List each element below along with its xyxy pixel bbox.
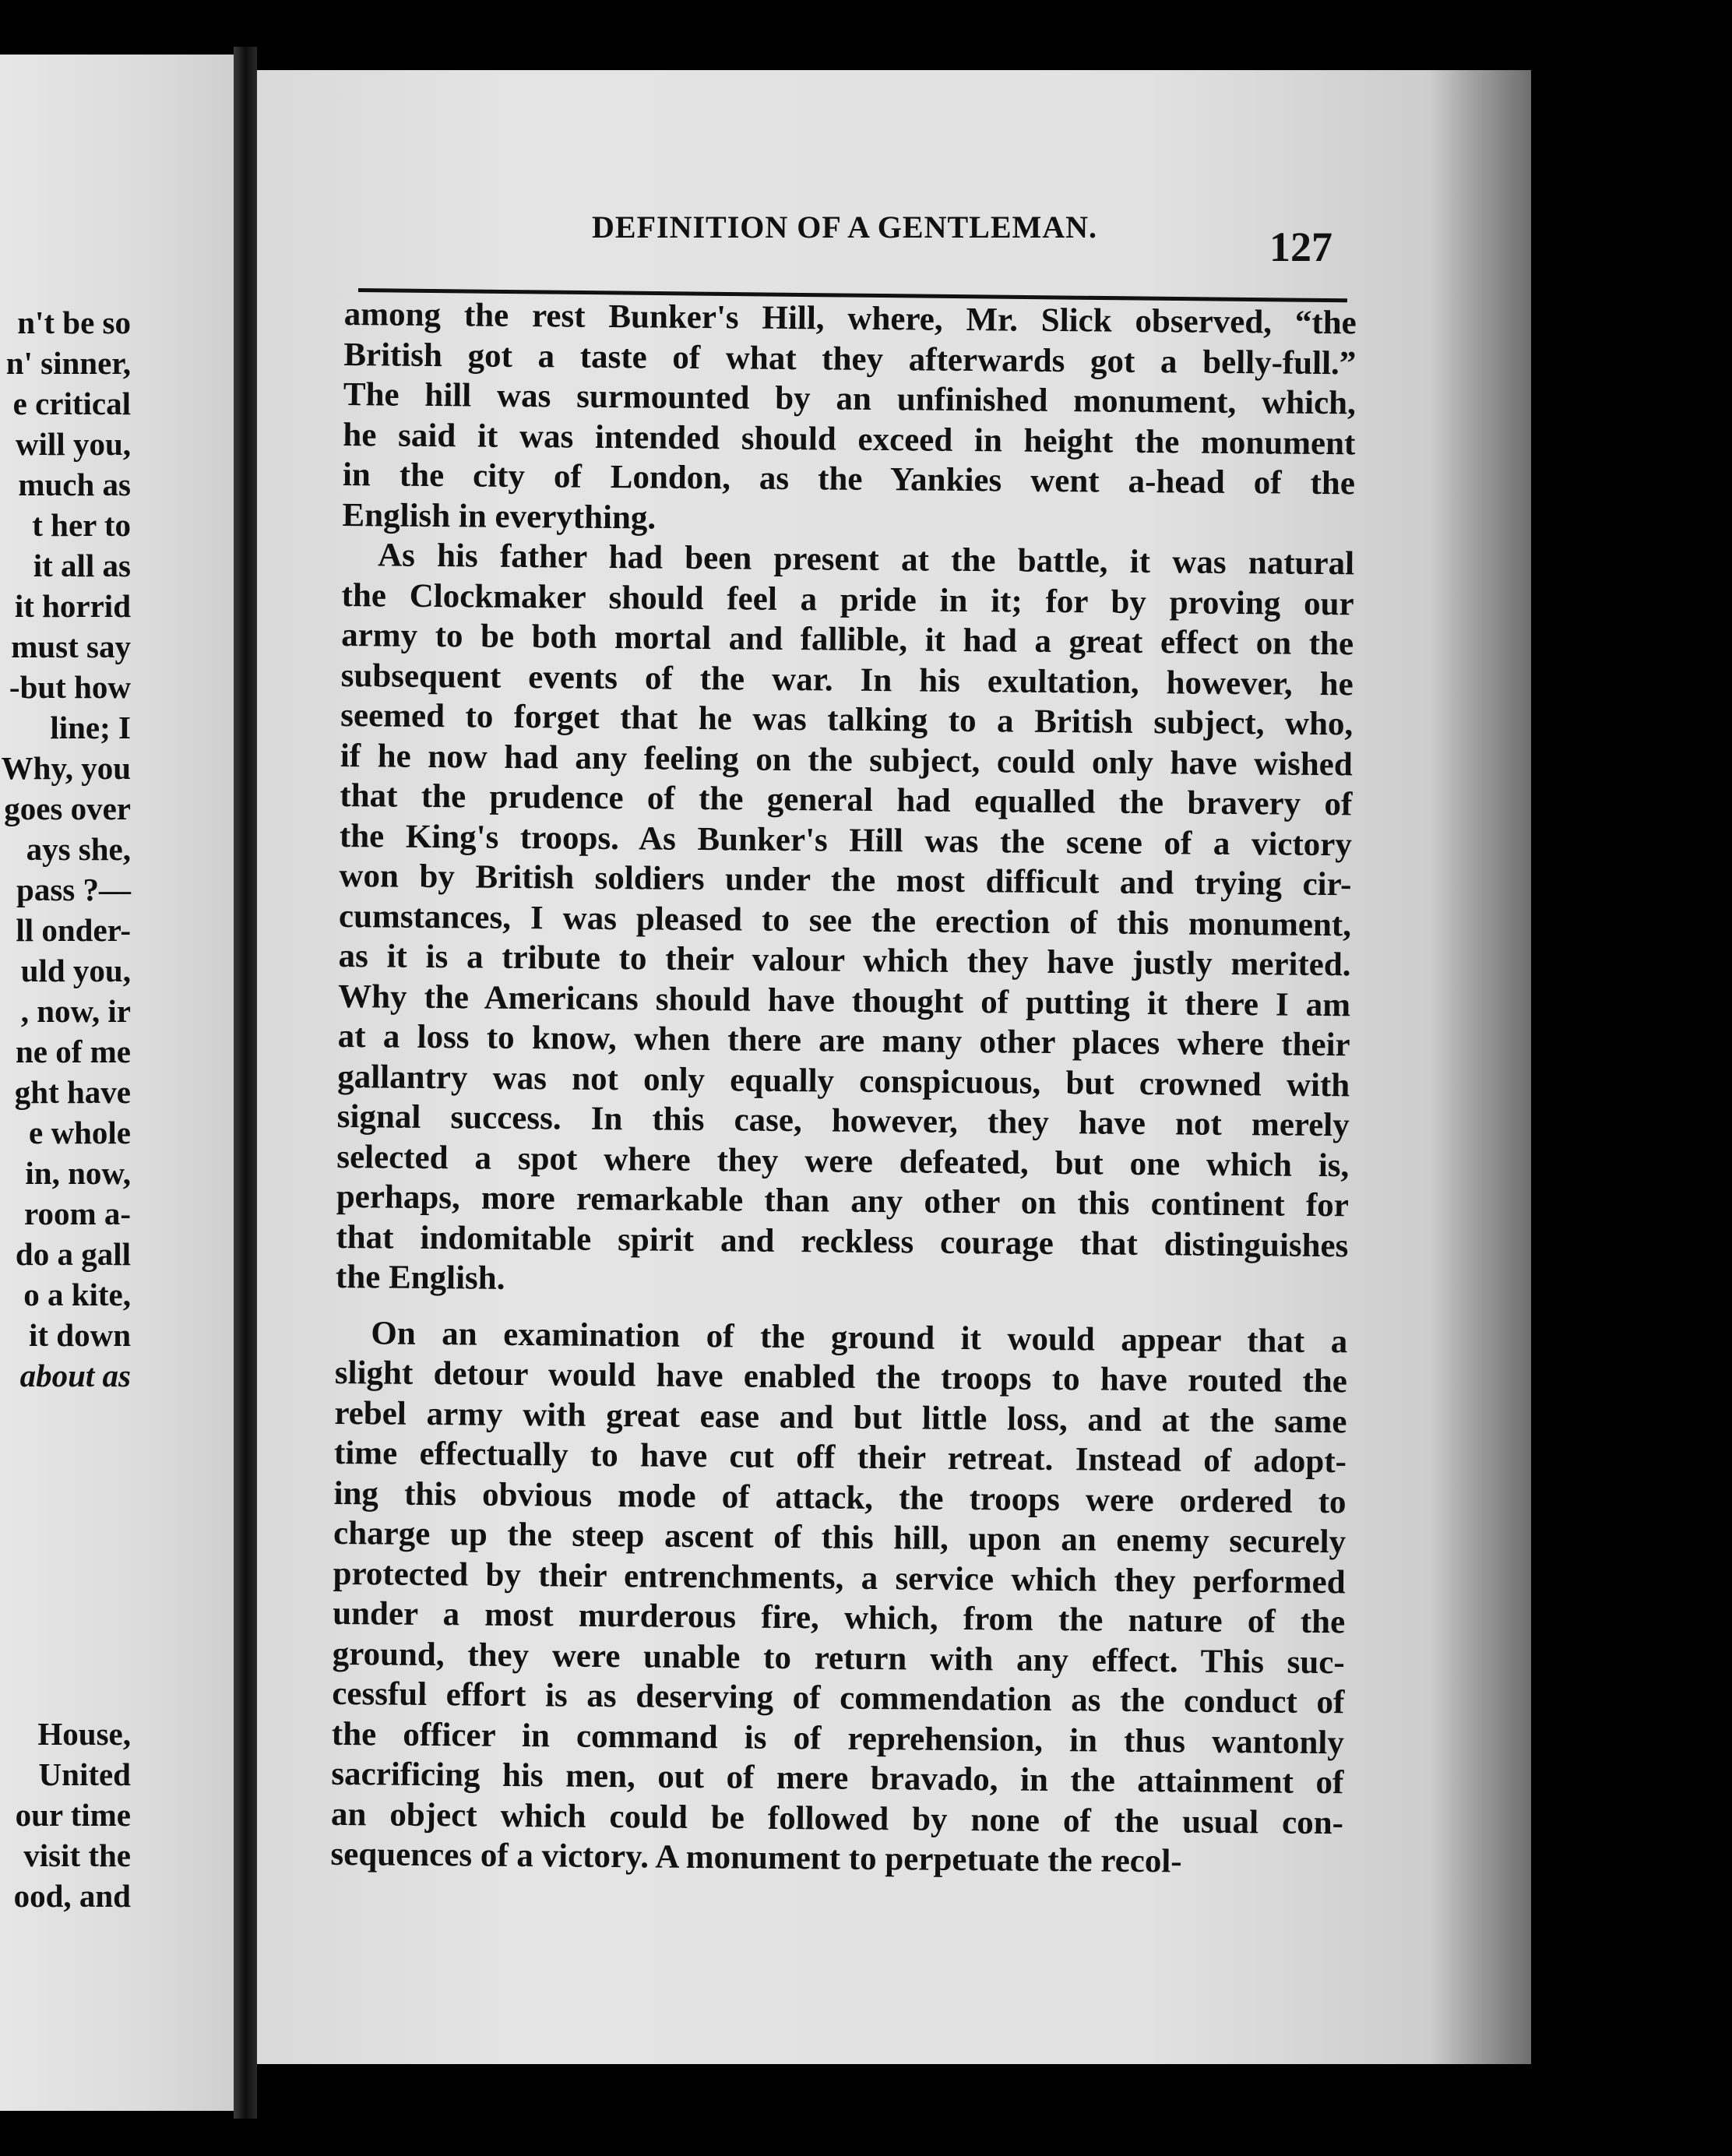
previous-page-line: do a gall xyxy=(15,1236,131,1272)
text-line: British got a taste of what they afterwards got a belly-full.” xyxy=(343,336,1357,382)
text-line: signal success. In this case, however, they have not merely xyxy=(336,1097,1350,1144)
page-number: 127 xyxy=(1269,224,1332,270)
previous-page-line: ll onder- xyxy=(16,912,131,948)
previous-page-line: ays she, xyxy=(26,831,131,867)
previous-page-line: goes over xyxy=(4,791,131,826)
body-text xyxy=(330,294,1357,1883)
previous-page-line: must say xyxy=(11,629,131,664)
text-line: at a loss to know, when there are many other places where their xyxy=(337,1017,1350,1064)
previous-page-line: , now, ir xyxy=(20,993,131,1029)
text-line: if he now had any feeling on the subject, could only have wished xyxy=(340,737,1353,783)
text-line: that indomitable spirit and reckless courage that distinguishes xyxy=(336,1218,1349,1264)
text-line: an object which could be followed by none of the usual con- xyxy=(330,1795,1344,1841)
text-line: The hill was surmounted by an unfinished monument, which, xyxy=(343,375,1357,422)
previous-page-line: visit the xyxy=(23,1837,131,1873)
previous-page-line: it all as xyxy=(33,548,131,583)
previous-page-line: ght have xyxy=(14,1074,131,1110)
text-line: time effectually to have cut off their retreat. Instead of adopt- xyxy=(333,1434,1347,1481)
previous-page-line: -but how xyxy=(9,669,131,705)
text-line: perhaps, more remarkable than any other on this continent for xyxy=(336,1178,1350,1224)
previous-page-line: our time xyxy=(15,1797,131,1833)
text-line: that the prudence of the general had equalled the bravery of xyxy=(340,777,1353,823)
text-line: he said it was intended should exceed in height the monument xyxy=(343,416,1356,462)
text-line: slight detour would have enabled the troops to have routed the xyxy=(334,1354,1348,1400)
previous-page-line: pass ?— xyxy=(16,872,131,907)
text-line: ing this obvious mode of attack, the troops were ordered to xyxy=(333,1474,1347,1520)
text-line: as it is a tribute to their valour which they have justly merited. xyxy=(338,937,1351,984)
previous-page-line: n' sinner, xyxy=(5,345,131,381)
text-line: the English. xyxy=(335,1258,505,1297)
book-gutter xyxy=(234,47,257,2119)
previous-page-line: ood, and xyxy=(13,1878,131,1914)
text-line: selected a spot where they were defeated, but one which is, xyxy=(336,1138,1350,1184)
text-line: the King's troops. As Bunker's Hill was the scene of a victory xyxy=(339,817,1353,863)
previous-page-line: room a- xyxy=(23,1196,131,1231)
text-line: ground, they were unable to return with any effect. This suc- xyxy=(332,1635,1345,1681)
previous-page-line: about as xyxy=(19,1358,131,1393)
previous-page-line: uld you, xyxy=(20,953,131,988)
previous-page-line: Why, you xyxy=(1,750,131,786)
previous-page-line: it horrid xyxy=(14,588,131,624)
text-line: the officer in command is of reprehension, in thus wantonly xyxy=(331,1715,1345,1761)
text-line: the Clockmaker should feel a pride in it; for by proving our xyxy=(341,576,1354,622)
text-line: seemed to forget that he was talking to a British subject, who, xyxy=(340,696,1354,743)
text-line: gallantry was not only equally conspicuous, but crowned with xyxy=(337,1058,1350,1104)
text-line: army to be both mortal and fallible, it had a great effect on the xyxy=(340,616,1354,663)
text-line: English in everything. xyxy=(342,496,657,537)
previous-page-line: in, now, xyxy=(25,1155,131,1191)
previous-page-line: t her to xyxy=(32,507,131,543)
text-line: sacrificing his men, out of mere bravado, in the attainment of xyxy=(331,1755,1344,1802)
previous-page-line: e whole xyxy=(29,1115,131,1150)
text-line: On an examination of the ground it would appear that a xyxy=(371,1314,1348,1360)
running-head: DEFINITION OF A GENTLEMAN. xyxy=(592,210,1098,245)
text-line: subsequent events of the war. In his exultation, however, he xyxy=(340,657,1354,703)
text-line: As his father had been present at the battle, it was natural xyxy=(377,537,1355,583)
text-line: rebel army with great ease and but little loss, and at the same xyxy=(334,1394,1347,1440)
previous-page-line: United xyxy=(38,1756,131,1792)
text-line: won by British soldiers under the most difficult and trying cir- xyxy=(339,857,1352,904)
previous-page-line: line; I xyxy=(50,710,131,745)
previous-page-line: ne of me xyxy=(15,1034,131,1069)
previous-page-text-bottom xyxy=(0,1714,131,1916)
previous-page-line: it down xyxy=(28,1317,131,1353)
previous-page-fragment xyxy=(0,55,234,2111)
text-line: protected by their entrenchments, a service which they performed xyxy=(333,1555,1346,1601)
text-line: cumstances, I was pleased to see the erection of this monument, xyxy=(338,897,1352,943)
text-line: charge up the steep ascent of this hill, upon an enemy securely xyxy=(333,1514,1347,1561)
text-line: among the rest Bunker's Hill, where, Mr. Slick observed, “the xyxy=(343,295,1357,342)
text-line: under a most murderous fire, which, from the nature of the xyxy=(333,1594,1346,1641)
previous-page-text-top xyxy=(0,302,131,1396)
text-line: Why the Americans should have thought of putting it there I am xyxy=(337,978,1351,1023)
text-line: sequences of a victory. A monument to perpetuate the recol- xyxy=(330,1835,1182,1880)
previous-page-line: will you, xyxy=(15,426,131,462)
previous-page-line: n't be so xyxy=(17,305,131,340)
previous-page-line: o a kite, xyxy=(23,1277,131,1312)
book-page xyxy=(257,70,1531,2064)
page-edge-shadow xyxy=(1430,70,1531,2064)
text-line: cessful effort is as deserving of commendation as the conduct of xyxy=(332,1675,1345,1721)
previous-page-line: much as xyxy=(18,467,131,502)
text-line: in the city of London, as the Yankies went a-head of the xyxy=(342,456,1356,502)
previous-page-line: e critical xyxy=(12,386,131,421)
previous-page-line: House, xyxy=(37,1716,131,1752)
